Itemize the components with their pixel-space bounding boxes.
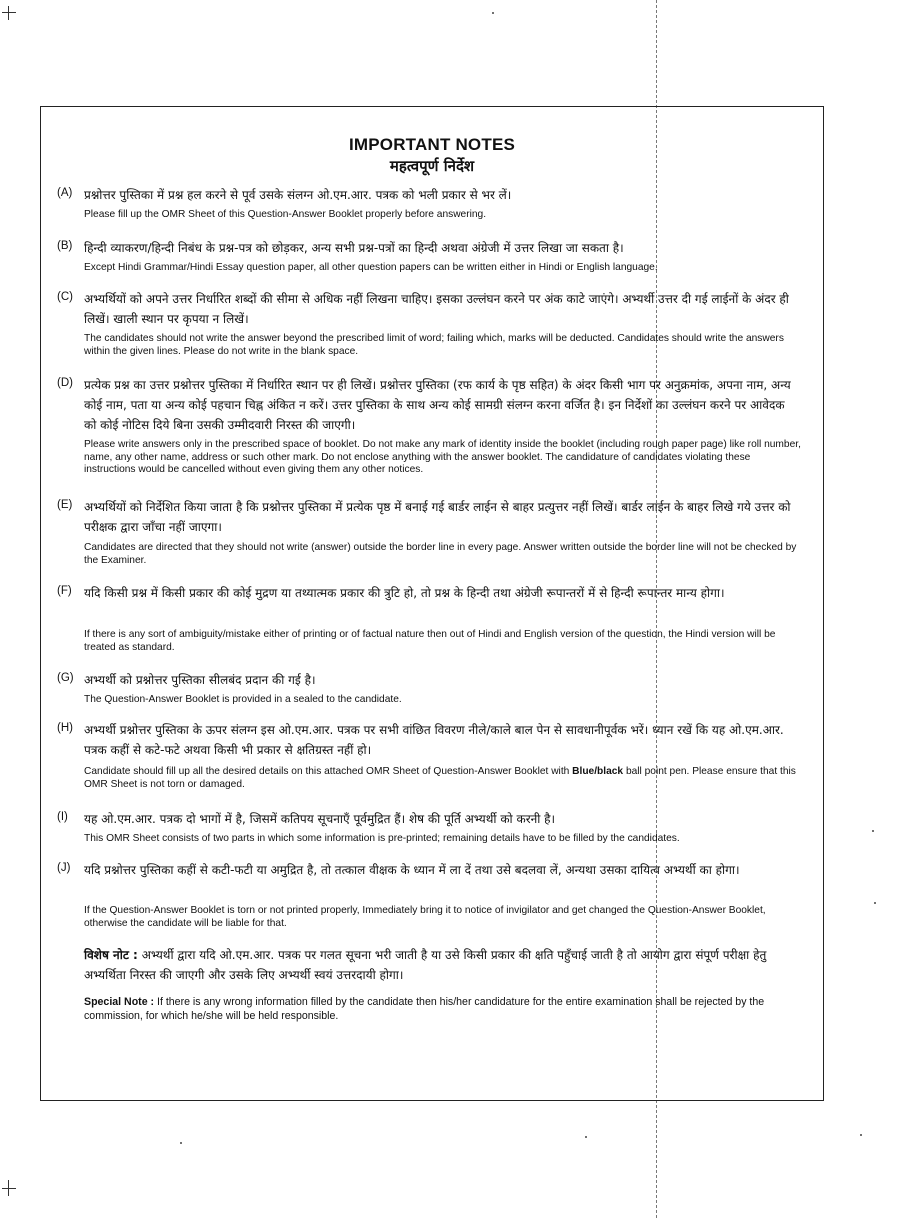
note-english-part: ball point pen. Please ensure that this OMR Sheet is not torn or damaged.	[84, 766, 796, 790]
note-english-text: If the Question-Answer Booklet is torn or not printed properly, Immediately bring it to notice of invigilator and get changed the Question-Answer Booklet, otherwise the candidate will be liable for that.	[84, 905, 766, 929]
note-letter: (I)	[57, 811, 68, 823]
note-english-text: Please fill up the OMR Sheet of this Question-Answer Booklet properly before answering.	[84, 209, 487, 220]
scan-speck	[585, 1136, 587, 1138]
note-hindi-text: प्रश्नोत्तर पुस्तिका में प्रश्न हल करने से पूर्व उसके संलग्न ओ.एम.आर. पत्रक को भली प्रकार से भर लें।	[84, 188, 512, 202]
note-english-text: This OMR Sheet consists of two parts in which some information is pre-printed; remaining details have to be filled by the candidates.	[84, 833, 680, 844]
note-hindi-text: यह ओ.एम.आर. पत्रक दो भागों में है, जिसमें कतिपय सूचनाएँ पूर्वमुद्रित हैं। शेष की पूर्ति अभ्यर्थी को करनी है।	[84, 812, 556, 826]
scan-speck	[180, 1142, 182, 1144]
note-letter: (E)	[57, 499, 73, 511]
note-hindi-text: हिन्दी व्याकरण/हिन्दी निबंध के प्रश्न-पत्र को छोड़कर, अन्य सभी प्रश्न-पत्रों का हिन्दी अथवा अंग्रेजी में उत्तर लिखा जा सकता है।	[84, 241, 624, 255]
crop-mark-top-left	[8, 6, 9, 20]
note-letter: (G)	[57, 672, 74, 684]
note-english-text: Except Hindi Grammar/Hindi Essay question paper, all other question papers can be written either in Hindi or English language.	[84, 262, 658, 273]
special-note-english	[84, 995, 801, 1023]
note-english-text: The candidates should not write the answer beyond the prescribed limit of word; failing which, marks will be deducted. Candidates should write the answers within the given lines. Please do not write in the blank space.	[84, 333, 784, 357]
note-hindi-text: अभ्यर्थियों को निर्देशित किया जाता है कि प्रश्नोत्तर पुस्तिका में प्रत्येक पृष्ठ में बनाई गई बार्डर लाईन से बाहर प्रत्युत्तर नहीं लिखें। बार्डर लाईन के बाहर लिखे गये उत्तर को परीक्षक द्वारा जाँचा नहीं जाएगा।	[84, 500, 791, 534]
note-letter: (A)	[57, 187, 73, 199]
note-hindi-text: अभ्यर्थियों को अपने उत्तर निर्धारित शब्दों की सीमा से अधिक नहीं लिखना चाहिए। इसका उल्लंघन करने पर अंक काटे जाएंगे। अभ्यर्थी उत्तर दी गई लाईनों के अंदर ही लिखें। खाली स्थान पर कृपया न लिखें।	[84, 292, 789, 326]
note-hindi-text: प्रत्येक प्रश्न का उत्तर प्रश्नोत्तर पुस्तिका में निर्धारित स्थान पर ही लिखें। प्रश्नोत्तर पुस्तिका (रफ कार्य के पृष्ठ सहित) के अंदर किसी भाग पर अनुक्रमांक, अपना नाम, अन्य कोई नाम, पता या अन्य कोई पहचान चिह्न अंकित न करें। उत्तर पुस्तिका के साथ अन्य कोई सामग्री संलग्न करना वर्जित है। इन निर्देशों का उल्लंघन करने पर आवेदक को कोई नोटिस दिये बिना उसकी उम्मीदवारी निरस्त की जाएगी।	[84, 378, 791, 432]
note-english-part: Candidate should fill up all the desired details on this attached OMR Sheet of Question-Answer Booklet with	[84, 766, 573, 777]
scan-speck	[492, 12, 494, 14]
special-note-english-text: If there is any wrong information filled by the candidate then his/her candidature for the entire examination shall be rejected by the commission, for which he/she will be held responsible.	[84, 996, 765, 1022]
special-note-hindi-text: अभ्यर्थी द्वारा यदि ओ.एम.आर. पत्रक पर गलत सूचना भरी जाती है या उसे किसी प्रकार की क्षति पहुँचाई जाती है तो आयोग द्वारा संपूर्ण परीक्षा हेतु अभ्यर्थिता निरस्त की जाएगी और उसके लिए अभ्यर्थी स्वयं उत्तरदायी होगा।	[84, 948, 767, 982]
note-letter: (C)	[57, 291, 73, 303]
crop-mark-top-left-h	[2, 12, 16, 13]
special-note-english-label: Special Note :	[84, 996, 155, 1008]
page-title: IMPORTANT NOTES	[348, 135, 516, 154]
note-letter: (D)	[57, 377, 73, 389]
note-hindi-text: अभ्यर्थी को प्रश्नोत्तर पुस्तिका सीलबंद प्रदान की गई है।	[84, 673, 316, 687]
scan-speck	[860, 1134, 862, 1136]
note-letter: (J)	[57, 862, 71, 874]
notes-border-frame	[40, 106, 824, 1101]
note-english-text: Candidates are directed that they should not write (answer) outside the border line in every page. Answer written outside the border line will not be checked by the Examiner.	[84, 542, 797, 566]
note-english-text: If there is any sort of ambiguity/mistake either of printing or of factual nature then out of Hindi and English version of the question, the Hindi version will be treated as standard.	[84, 629, 776, 653]
page-subtitle: महत्वपूर्ण निर्देश	[389, 157, 475, 175]
note-hindi-text: यदि प्रश्नोत्तर पुस्तिका कहीं से कटी-फटी या अमुद्रित है, तो तत्काल वीक्षक के ध्यान में ला दें तथा उसे बदलवा लें, अन्यथा उसका दायित्व अभ्यर्थी का होगा।	[84, 863, 740, 877]
note-english-text: The Question-Answer Booklet is provided in a sealed to the candidate.	[84, 694, 402, 705]
special-note-hindi	[84, 945, 799, 985]
note-english-text	[84, 766, 801, 791]
note-english-text: Please write answers only in the prescribed space of booklet. Do not make any mark of identity inside the booklet (including rough paper page) like roll number, name, any other name, address or such other mark. Do not enclose anything with the answer booklet. The candidature of candidates violating these instructions would be cancelled without even giving them any other notices.	[84, 439, 801, 475]
note-english-bold: Blue/black	[572, 766, 624, 777]
scan-speck	[874, 902, 876, 904]
note-hindi-text: अभ्यर्थी प्रश्नोत्तर पुस्तिका के ऊपर संलग्न इस ओ.एम.आर. पत्रक पर सभी वांछित विवरण नीले/काले बाल पेन से सावधानीपूर्वक भरें। ध्यान रखें कि यह ओ.एम.आर. पत्रक कहीं से कटे-फटे अथवा किसी भी प्रकार से क्षतिग्रस्त नहीं हो।	[84, 723, 784, 757]
note-letter: (B)	[57, 240, 73, 252]
note-hindi-text: यदि किसी प्रश्न में किसी प्रकार की कोई मुद्रण या तथ्यात्मक प्रकार की त्रुटि हो, तो प्रश्न के हिन्दी तथा अंग्रेजी रूपान्तरों में से हिन्दी रूपान्तर मान्य होगा।	[84, 586, 725, 600]
note-letter: (H)	[57, 722, 73, 734]
note-letter: (F)	[57, 585, 72, 597]
special-note-hindi-label: विशेष नोट :	[84, 948, 138, 962]
scan-speck	[872, 830, 874, 832]
crop-mark-bottom-left-h	[2, 1188, 16, 1189]
